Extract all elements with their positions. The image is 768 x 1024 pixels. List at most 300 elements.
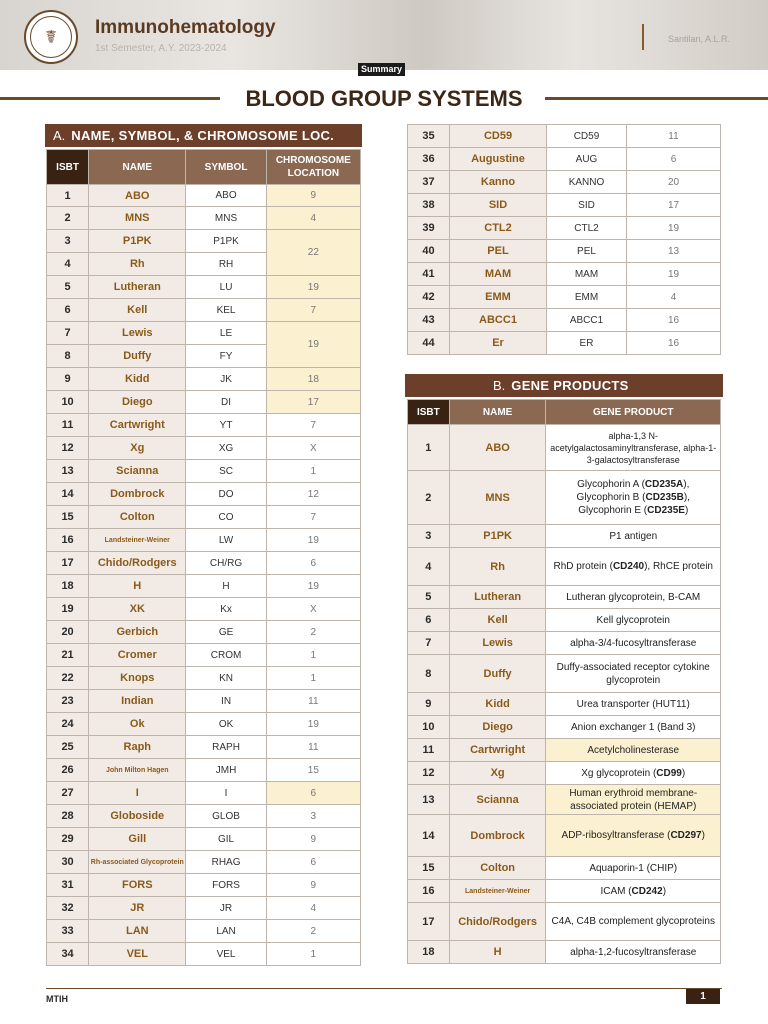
symbol-cell: AUG [547,148,627,171]
table-row [47,874,361,897]
name-cell: Gill [89,828,186,851]
symbol-cell: I [186,782,266,805]
section-a-title: NAME, SYMBOL, & CHROMOSOME LOC. [71,128,335,143]
name-cell: LAN [89,920,186,943]
symbol-cell: RHAG [186,851,266,874]
isbt-cell: 2 [408,471,450,525]
section-b-letter: B. [493,378,506,393]
chromosome-cell: 15 [266,759,360,782]
isbt-cell: 4 [408,548,450,586]
symbol-cell: CTL2 [547,217,627,240]
name-cell: Colton [89,506,186,529]
table-row [408,762,721,785]
name-cell: Augustine [450,148,547,171]
isbt-cell: 42 [408,286,450,309]
table-row [408,471,721,525]
section-a-letter: A. [53,128,66,143]
isbt-cell: 1 [47,185,89,207]
cd-marker: CD235A [644,479,684,490]
symbol-cell: GE [186,621,266,644]
name-cell: SID [450,194,547,217]
chromosome-cell: 19 [266,322,360,368]
symbol-cell: JK [186,368,266,391]
table-row [47,368,361,391]
table-row [408,425,721,471]
chromosome-cell: 13 [627,240,721,263]
column-header-isbt: ISBT [408,400,450,425]
isbt-cell: 22 [47,667,89,690]
gene-product-cell: Kell glycoprotein [546,609,721,632]
chromosome-cell: 16 [627,309,721,332]
cd-marker: CD235B [645,492,684,503]
isbt-cell: 32 [47,897,89,920]
table-row [408,880,721,903]
name-cell: Diego [89,391,186,414]
name-cell: Duffy [449,655,546,693]
name-cell: Colton [449,857,546,880]
name-cell: Er [450,332,547,355]
table-row [408,693,721,716]
name-cell: XK [89,598,186,621]
symbol-cell: DI [186,391,266,414]
symbol-cell: IN [186,690,266,713]
cd-marker: CD99 [656,767,682,779]
name-cell: EMM [450,286,547,309]
isbt-cell: 30 [47,851,89,874]
table-row [47,575,361,598]
table-row [47,736,361,759]
table-row [47,276,361,299]
name-cell: Rh-associated Glycoprotein [89,851,186,874]
column-header-gene-product: GENE PRODUCT [546,400,721,425]
gene-product-text: Glycophorin A ( [577,479,645,490]
name-cell: JR [89,897,186,920]
isbt-cell: 33 [47,920,89,943]
isbt-cell: 28 [47,805,89,828]
symbol-cell: P1PK [186,230,266,253]
name-cell: Lutheran [449,586,546,609]
name-cell: H [89,575,186,598]
isbt-cell: 13 [408,785,450,815]
isbt-cell: 13 [47,460,89,483]
isbt-cell: 11 [408,739,450,762]
symbol-cell: SID [547,194,627,217]
isbt-cell: 18 [47,575,89,598]
isbt-cell: 20 [47,621,89,644]
chromosome-cell: 6 [266,552,360,575]
isbt-cell: 26 [47,759,89,782]
gene-product-cell: Acetylcholinesterase [546,739,721,762]
name-cell: MNS [89,207,186,230]
symbol-cell: RAPH [186,736,266,759]
name-cell: P1PK [89,230,186,253]
symbol-cell: ABCC1 [547,309,627,332]
chromosome-cell: 2 [266,920,360,943]
chromosome-cell: 19 [627,217,721,240]
section-b-header [405,374,723,397]
gene-product-text: ) [681,767,686,779]
chromosome-cell: 7 [266,506,360,529]
name-cell: MAM [450,263,547,286]
symbol-cell: EMM [547,286,627,309]
table-row [47,207,361,230]
gene-product-cell: alpha-3/4-fucosyltransferase [546,632,721,655]
name-cell: Landsteiner-Weiner [449,880,546,903]
isbt-cell: 12 [408,762,450,785]
name-cell: Cartwright [89,414,186,437]
symbol-cell: FORS [186,874,266,897]
table-row [408,785,721,815]
table-row [408,125,721,148]
chromosome-cell: 6 [627,148,721,171]
isbt-cell: 29 [47,828,89,851]
name-cell: Chido/Rodgers [89,552,186,575]
isbt-cell: 37 [408,171,450,194]
table-row [47,851,361,874]
gene-product-cell [546,762,721,785]
isbt-cell: 10 [47,391,89,414]
symbol-cell: H [186,575,266,598]
name-cell: MNS [449,471,546,525]
author-label: Santilan, A.L.R. [668,34,731,44]
chromosome-cell: 19 [266,529,360,552]
gene-product-cell: Anion exchanger 1 (Band 3) [546,716,721,739]
name-cell: Chido/Rodgers [449,903,546,941]
table-row [408,148,721,171]
chromosome-cell: X [266,437,360,460]
symbol-cell: Kx [186,598,266,621]
table-row [47,782,361,805]
header-divider [642,24,644,50]
chromosome-cell: 7 [266,299,360,322]
isbt-cell: 8 [47,345,89,368]
table-row [408,903,721,941]
isbt-cell: 1 [408,425,450,471]
name-cell: Dombrock [89,483,186,506]
symbol-cell: PEL [547,240,627,263]
isbt-cell: 16 [47,529,89,552]
gene-product-cell [546,815,721,857]
gene-product-cell [546,880,721,903]
table-row [408,332,721,355]
table-row [408,309,721,332]
chromosome-cell: 19 [266,575,360,598]
name-cell: Duffy [89,345,186,368]
page-title: BLOOD GROUP SYSTEMS [245,86,523,111]
table-row [47,185,361,207]
table-row [408,632,721,655]
footer-label: MTIH [46,994,68,1004]
name-cell: ABCC1 [450,309,547,332]
gene-product-text: RhD protein ( [553,561,613,572]
table-row [47,897,361,920]
page-header [0,0,768,70]
table-row [47,506,361,529]
isbt-cell: 7 [47,322,89,345]
symbol-cell: JMH [186,759,266,782]
name-cell: ABO [89,185,186,207]
table-row [408,171,721,194]
gene-product-cell: Duffy-associated receptor cytokine glycoprotein [546,655,721,693]
name-cell: Gerbich [89,621,186,644]
gene-product-cell: Aquaporin-1 (CHIP) [546,857,721,880]
gene-product-cell: Lutheran glycoprotein, B-CAM [546,586,721,609]
name-cell: Lutheran [89,276,186,299]
name-cell: CTL2 [450,217,547,240]
gene-product-cell: Urea transporter (HUT11) [546,693,721,716]
symbol-cell: MNS [186,207,266,230]
section-b-title: GENE PRODUCTS [511,378,629,393]
blood-group-table-right [407,124,721,355]
isbt-cell: 5 [47,276,89,299]
isbt-cell: 44 [408,332,450,355]
gene-product-cell: Human erythroid membrane-associated protein (HEMAP) [546,785,721,815]
table-row [47,483,361,506]
gene-product-cell: C4A, C4B complement glycoproteins [546,903,721,941]
isbt-cell: 43 [408,309,450,332]
isbt-cell: 15 [47,506,89,529]
symbol-cell: LU [186,276,266,299]
table-row [408,194,721,217]
gene-product-text: ) [701,830,705,841]
page-number: 1 [686,989,720,1004]
chromosome-cell: 1 [266,460,360,483]
table-row [47,230,361,253]
table-row [47,598,361,621]
table-row [408,263,721,286]
name-cell: Scianna [449,785,546,815]
chromosome-cell: 3 [266,805,360,828]
isbt-cell: 35 [408,125,450,148]
symbol-cell: DO [186,483,266,506]
name-cell: PEL [450,240,547,263]
table-row [47,943,361,966]
isbt-cell: 14 [408,815,450,857]
isbt-cell: 39 [408,217,450,240]
table-row [47,759,361,782]
table-row [408,240,721,263]
name-cell: Landsteiner-Weiner [89,529,186,552]
symbol-cell: XG [186,437,266,460]
table-row [47,529,361,552]
isbt-cell: 11 [47,414,89,437]
table-row [408,941,721,964]
name-cell: Ok [89,713,186,736]
symbol-cell: YT [186,414,266,437]
chromosome-cell: 22 [266,230,360,276]
chromosome-cell: 19 [627,263,721,286]
chromosome-cell: 11 [266,736,360,759]
gene-product-cell [546,548,721,586]
table-row [408,655,721,693]
name-cell: Raph [89,736,186,759]
semester-label: 1st Semester, A.Y. 2023-2024 [95,43,227,54]
isbt-cell: 40 [408,240,450,263]
isbt-cell: 3 [408,525,450,548]
table-row [47,644,361,667]
university-seal-logo [24,10,78,64]
name-cell: Knops [89,667,186,690]
chromosome-cell: 12 [266,483,360,506]
chromosome-cell: 11 [627,125,721,148]
isbt-cell: 15 [408,857,450,880]
table-row [47,805,361,828]
chromosome-cell: 9 [266,874,360,897]
table-row [47,621,361,644]
isbt-cell: 21 [47,644,89,667]
name-cell: Rh [89,253,186,276]
symbol-cell: CH/RG [186,552,266,575]
isbt-cell: 2 [47,207,89,230]
chromosome-cell: 16 [627,332,721,355]
gene-product-text: ADP-ribosyltransferase ( [561,830,671,841]
column-header-name: NAME [89,150,186,185]
symbol-cell: LAN [186,920,266,943]
chromosome-cell: 19 [266,713,360,736]
name-cell: Kell [449,609,546,632]
gene-product-cell [546,471,721,525]
table-row [47,667,361,690]
name-cell: Rh [449,548,546,586]
name-cell: Diego [449,716,546,739]
symbol-cell: GLOB [186,805,266,828]
column-header-isbt: ISBT [47,150,89,185]
table-row [47,713,361,736]
column-header-chromosome-location: CHROMOSOME LOCATION [266,150,360,185]
chromosome-cell: 20 [627,171,721,194]
name-cell: Globoside [89,805,186,828]
summary-badge: Summary [358,63,405,76]
chromosome-cell: 2 [266,621,360,644]
isbt-cell: 41 [408,263,450,286]
symbol-cell: KEL [186,299,266,322]
column-header-name: NAME [449,400,546,425]
gene-products-table [407,399,721,964]
name-cell: FORS [89,874,186,897]
table-row [408,739,721,762]
chromosome-cell: 1 [266,644,360,667]
table-row [47,437,361,460]
chromosome-cell: 9 [266,185,360,207]
gene-product-text: Xg glycoprotein ( [581,767,657,779]
name-cell: I [89,782,186,805]
gene-product-text: ), Glycophorin E ( [578,492,690,516]
isbt-cell: 12 [47,437,89,460]
symbol-cell: LE [186,322,266,345]
table-row [47,460,361,483]
name-cell: Xg [89,437,186,460]
section-a-header [45,124,362,147]
table-row [47,391,361,414]
chromosome-cell: 9 [266,828,360,851]
gene-product-text: ), Glycophorin B ( [576,479,690,503]
isbt-cell: 31 [47,874,89,897]
name-cell: P1PK [449,525,546,548]
name-cell: CD59 [450,125,547,148]
name-cell: Kanno [450,171,547,194]
table-row [408,217,721,240]
isbt-cell: 34 [47,943,89,966]
column-header-symbol: SYMBOL [186,150,266,185]
symbol-cell: KANNO [547,171,627,194]
symbol-cell: OK [186,713,266,736]
isbt-cell: 6 [47,299,89,322]
isbt-cell: 19 [47,598,89,621]
symbol-cell: RH [186,253,266,276]
isbt-cell: 9 [408,693,450,716]
symbol-cell: MAM [547,263,627,286]
name-cell: VEL [89,943,186,966]
gene-product-cell: P1 antigen [546,525,721,548]
name-cell: Xg [449,762,546,785]
table-row [47,920,361,943]
chromosome-cell: 1 [266,667,360,690]
isbt-cell: 10 [408,716,450,739]
name-cell: Indian [89,690,186,713]
chromosome-cell: 17 [627,194,721,217]
chromosome-cell: 4 [266,897,360,920]
gene-product-text: ), RhCE protein [644,561,713,572]
chromosome-cell: 6 [266,782,360,805]
symbol-cell: KN [186,667,266,690]
isbt-cell: 3 [47,230,89,253]
isbt-cell: 14 [47,483,89,506]
isbt-cell: 18 [408,941,450,964]
isbt-cell: 4 [47,253,89,276]
isbt-cell: 8 [408,655,450,693]
isbt-cell: 36 [408,148,450,171]
isbt-cell: 38 [408,194,450,217]
table-row [408,548,721,586]
symbol-cell: ABO [186,185,266,207]
isbt-cell: 17 [408,903,450,941]
name-cell: Kell [89,299,186,322]
table-row [47,552,361,575]
name-cell: Kidd [89,368,186,391]
chromosome-cell: 7 [266,414,360,437]
table-row [408,716,721,739]
name-cell: Lewis [449,632,546,655]
isbt-cell: 9 [47,368,89,391]
table-row [47,299,361,322]
symbol-cell: GIL [186,828,266,851]
footer-rule [46,988,722,989]
symbol-cell: FY [186,345,266,368]
name-cell: Kidd [449,693,546,716]
course-title: Immunohematology [95,17,276,38]
isbt-cell: 16 [408,880,450,903]
cd-marker: CD235E [647,505,685,516]
name-cell: Dombrock [449,815,546,857]
table-row [47,414,361,437]
cd-marker: CD242 [631,885,663,897]
name-cell: H [449,941,546,964]
table-row [47,828,361,851]
table-row [408,286,721,309]
name-cell: John Milton Hagen [89,759,186,782]
symbol-cell: LW [186,529,266,552]
chromosome-cell: 17 [266,391,360,414]
symbol-cell: CD59 [547,125,627,148]
chromosome-cell: 19 [266,276,360,299]
chromosome-cell: 6 [266,851,360,874]
isbt-cell: 7 [408,632,450,655]
gene-product-cell: alpha-1,3 N-acetylgalactosaminyltransferase, alpha-1-3-galactosyltransferase [546,425,721,471]
name-cell: Cromer [89,644,186,667]
symbol-cell: VEL [186,943,266,966]
chromosome-cell: 4 [627,286,721,309]
symbol-cell: SC [186,460,266,483]
